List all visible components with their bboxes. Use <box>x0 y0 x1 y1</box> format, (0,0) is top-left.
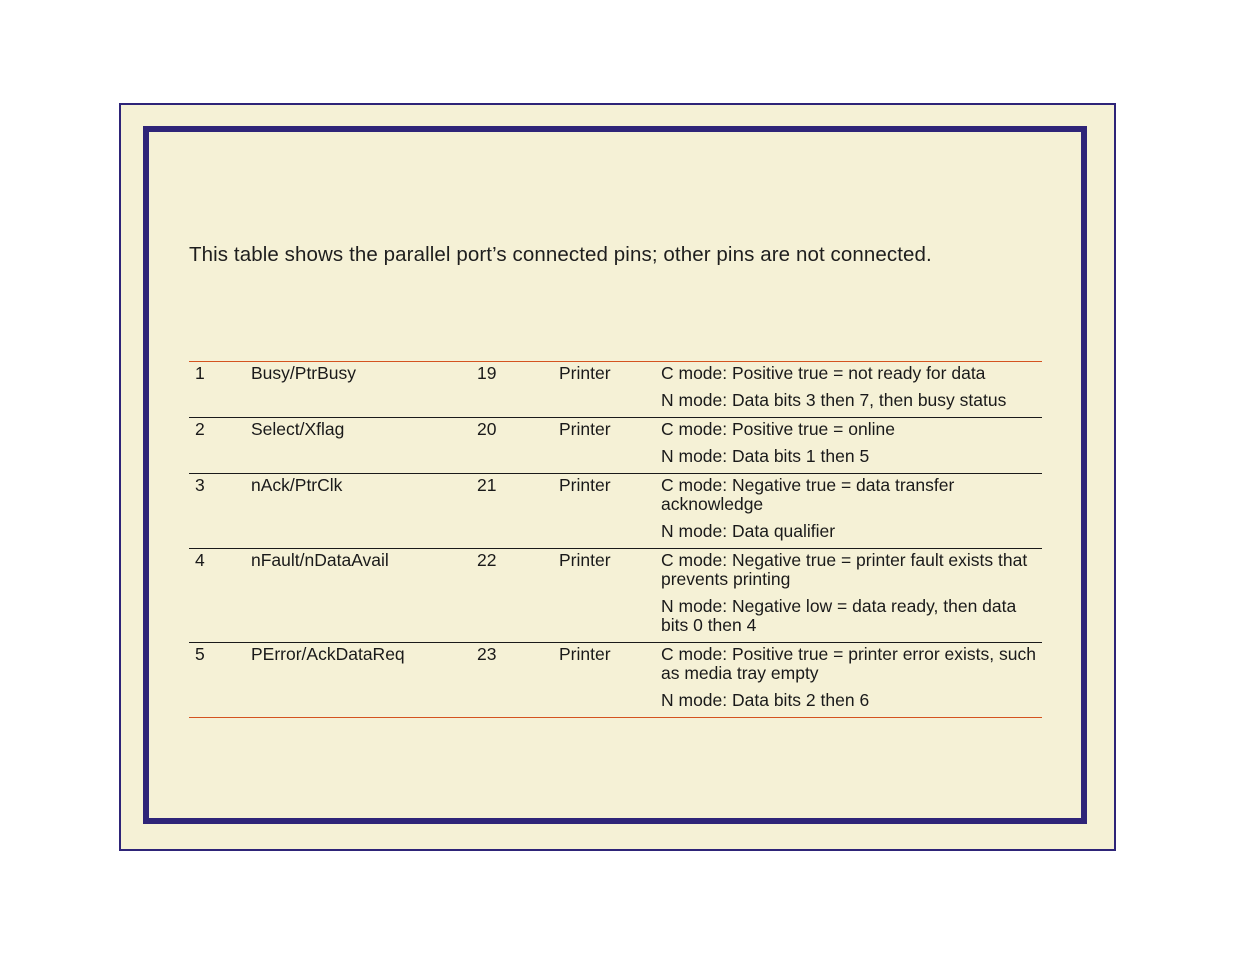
signal-source: Printer <box>559 475 611 495</box>
pin-number: 2 <box>195 419 205 439</box>
dsub-pin: 20 <box>477 419 497 439</box>
table-row <box>189 642 1042 717</box>
n-mode-description: N mode: Data bits 1 then 5 <box>661 446 870 466</box>
signal-source: Printer <box>559 644 611 664</box>
dsub-pin: 21 <box>477 475 497 495</box>
pin-number: 4 <box>195 550 205 570</box>
pin-table <box>189 361 1042 718</box>
table-row <box>189 548 1042 642</box>
n-mode-description: N mode: Data bits 3 then 7, then busy status <box>661 390 1007 410</box>
table-row <box>189 417 1042 473</box>
table-row <box>189 473 1042 548</box>
signal-source: Printer <box>559 550 611 570</box>
c-mode-description: C mode: Positive true = online <box>661 419 895 439</box>
signal-description <box>661 362 1042 417</box>
signal-source: Printer <box>559 419 611 439</box>
signal-description <box>661 643 1042 717</box>
dsub-pin: 19 <box>477 363 497 383</box>
pin-number: 3 <box>195 475 205 495</box>
c-mode-description: C mode: Positive true = printer error exists, such as media tray empty <box>661 644 1036 683</box>
signal-source: Printer <box>559 363 611 383</box>
c-mode-description: C mode: Positive true = not ready for data <box>661 363 986 383</box>
table-caption: This table shows the parallel port’s connected pins; other pins are not connected. <box>189 243 932 266</box>
pin-number: 1 <box>195 363 205 383</box>
signal-description <box>661 418 1042 473</box>
outer-frame <box>119 103 1116 851</box>
signal-name: PError/AckDataReq <box>251 644 405 664</box>
dsub-pin: 22 <box>477 550 497 570</box>
pin-number: 5 <box>195 644 205 664</box>
c-mode-description: C mode: Negative true = printer fault exists that prevents printing <box>661 550 1028 589</box>
signal-description <box>661 474 1042 548</box>
table-row <box>189 362 1042 417</box>
dsub-pin: 23 <box>477 644 497 664</box>
inner-frame <box>143 126 1087 824</box>
signal-name: Select/Xflag <box>251 419 345 439</box>
n-mode-description: N mode: Data bits 2 then 6 <box>661 690 870 710</box>
signal-description <box>661 549 1042 642</box>
signal-name: nAck/PtrClk <box>251 475 343 495</box>
n-mode-description: N mode: Data qualifier <box>661 521 836 541</box>
c-mode-description: C mode: Negative true = data transfer acknowledge <box>661 475 955 514</box>
n-mode-description: N mode: Negative low = data ready, then data bits 0 then 4 <box>661 596 1017 635</box>
signal-name: Busy/PtrBusy <box>251 363 357 383</box>
signal-name: nFault/nDataAvail <box>251 550 389 570</box>
